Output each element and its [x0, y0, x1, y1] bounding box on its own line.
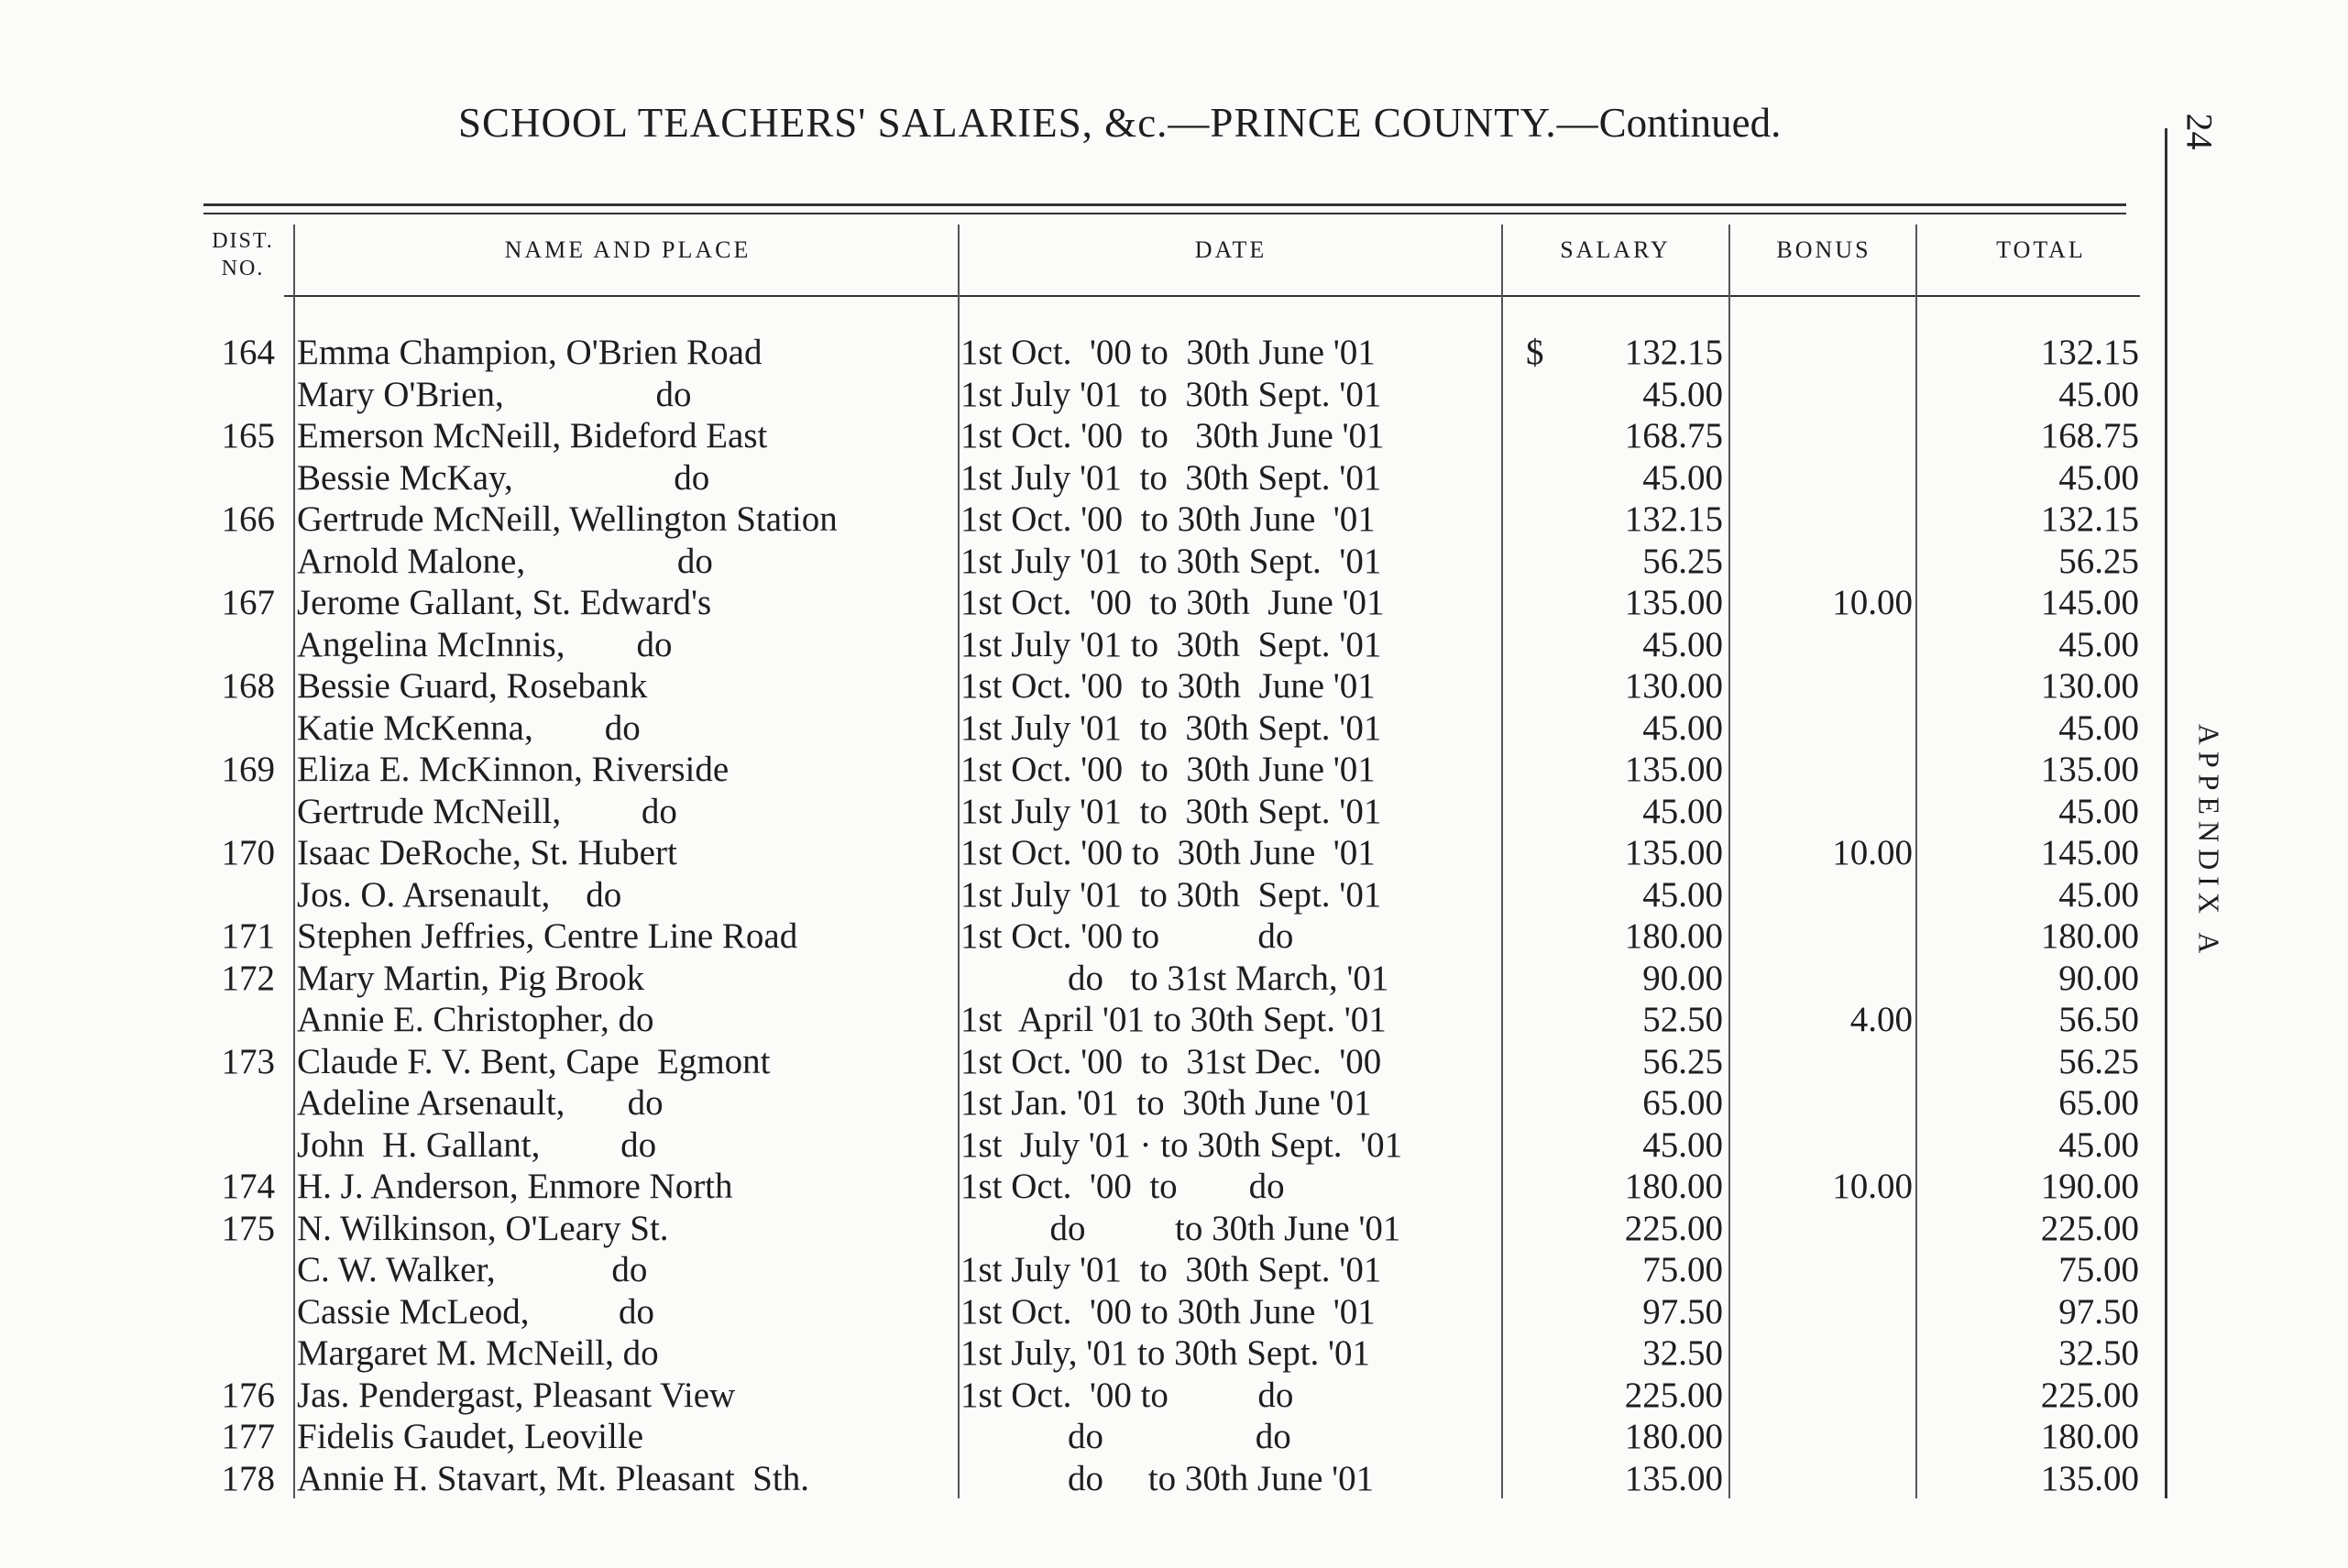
- cell-date: do do: [960, 1417, 1291, 1456]
- cell-total: 56.50: [2058, 1000, 2139, 1039]
- cell-salary: 180.00: [1624, 1417, 1723, 1456]
- header-date: DATE: [1194, 236, 1267, 263]
- cell-name: Adeline Arsenault, do: [297, 1083, 664, 1123]
- table-row: [0, 499, 2348, 541]
- header-name-and-place: NAME AND PLACE: [504, 236, 752, 263]
- cell-name: Jos. O. Arsenault, do: [297, 874, 622, 915]
- cell-name: C. W. Walker, do: [297, 1250, 648, 1289]
- cell-name: Annie E. Christopher, do: [297, 1000, 654, 1039]
- cell-salary: 180.00: [1624, 1167, 1723, 1206]
- cell-salary: 225.00: [1624, 1208, 1723, 1248]
- cell-salary: 135.00: [1624, 1458, 1723, 1498]
- cell-total: 45.00: [2058, 791, 2139, 831]
- cell-date: 1st Oct. '00 to 30th June '01: [960, 833, 1376, 872]
- cell-date: 1st Oct. '00 to 30th June '01: [960, 1291, 1376, 1332]
- cell-date: 1st July, '01 to 30th Sept. '01: [960, 1333, 1371, 1373]
- header-bonus: BONUS: [1776, 236, 1871, 263]
- cell-date: 1st July '01 to 30th Sept. '01: [960, 791, 1382, 831]
- cell-name: Angelina McInnis, do: [297, 624, 673, 664]
- cell-bonus: 4.00: [1849, 1000, 1913, 1039]
- cell-dist: 166: [221, 499, 275, 539]
- cell-total: 130.00: [2040, 666, 2139, 706]
- cell-date: 1st Oct. '00 to 30th June '01: [960, 666, 1376, 706]
- table-row: [0, 791, 2348, 833]
- cell-total: 225.00: [2040, 1208, 2139, 1248]
- table-row: [0, 707, 2348, 750]
- cell-date: 1st July '01 to 30th Sept. '01: [960, 624, 1382, 664]
- table-row: [0, 541, 2348, 583]
- table-row: [0, 1041, 2348, 1083]
- cell-name: Gertrude McNeill, do: [297, 791, 677, 831]
- cell-total: 65.00: [2058, 1083, 2139, 1123]
- cell-total: 45.00: [2058, 707, 2139, 748]
- cell-name: Emma Champion, O'Brien Road: [297, 333, 763, 372]
- cell-dist: 171: [221, 916, 275, 956]
- cell-total: 145.00: [2040, 833, 2139, 872]
- cell-salary: 135.00: [1624, 583, 1723, 622]
- table-row: [0, 374, 2348, 416]
- cell-date: 1st Oct. '00 to do: [960, 916, 1294, 956]
- cell-dist: 173: [221, 1041, 275, 1081]
- cell-total: 75.00: [2058, 1250, 2139, 1289]
- cell-salary: 132.15: [1624, 499, 1723, 539]
- cell-name: Mary Martin, Pig Brook: [297, 958, 645, 998]
- table-row: [0, 332, 2348, 374]
- cell-total: 225.00: [2040, 1375, 2139, 1415]
- cell-dist: 176: [221, 1375, 275, 1415]
- cell-salary: 65.00: [1642, 1083, 1723, 1123]
- cell-date: 1st Oct. '00 to 30th June '01: [960, 750, 1376, 789]
- cell-total: 135.00: [2040, 1458, 2139, 1498]
- cell-total: 45.00: [2058, 1124, 2139, 1165]
- table-row: [0, 999, 2348, 1041]
- cell-total: 180.00: [2040, 1417, 2139, 1456]
- table-row: [0, 874, 2348, 916]
- table-row: [0, 1291, 2348, 1333]
- cell-salary: 56.25: [1642, 541, 1723, 581]
- cell-bonus: 10.00: [1832, 833, 1913, 872]
- cell-dist: 169: [221, 750, 275, 789]
- cell-salary: 90.00: [1642, 958, 1723, 998]
- cell-salary: 56.25: [1642, 1041, 1723, 1081]
- cell-salary: 45.00: [1642, 791, 1723, 831]
- cell-total: 132.15: [2040, 499, 2139, 539]
- cell-salary: 135.00: [1624, 833, 1723, 872]
- page-title-main: SCHOOL TEACHERS' SALARIES, &c.—PRINCE COUNTY.—: [458, 100, 1599, 146]
- cell-total: 97.50: [2058, 1291, 2139, 1332]
- cell-name: Isaac DeRoche, St. Hubert: [297, 833, 677, 872]
- cell-date: 1st Oct. '00 to 31st Dec. '00: [960, 1041, 1382, 1081]
- cell-date: 1st Oct. '00 to 30th June '01: [960, 333, 1376, 372]
- cell-name: Bessie McKay, do: [297, 457, 710, 498]
- table-row: [0, 1082, 2348, 1124]
- salary-table-body: [0, 332, 2348, 1499]
- header-dist-no: DIST. NO.: [212, 229, 274, 280]
- cell-total: 45.00: [2058, 624, 2139, 664]
- cell-date: 1st July '01 to 30th Sept. '01: [960, 374, 1382, 414]
- cell-date: do to 31st March, '01: [960, 958, 1389, 998]
- cell-dist: 178: [221, 1458, 275, 1498]
- cell-date: do to 30th June '01: [960, 1208, 1401, 1248]
- table-row: [0, 916, 2348, 958]
- appendix-label: APPENDIX A: [2192, 723, 2226, 960]
- header-total: TOTAL: [1996, 236, 2086, 263]
- cell-salary: 97.50: [1642, 1291, 1723, 1332]
- cell-dist: 168: [221, 666, 275, 706]
- cell-name: Stephen Jeffries, Centre Line Road: [297, 916, 798, 956]
- cell-name: Katie McKenna, do: [297, 707, 641, 748]
- cell-total: 132.15: [2040, 333, 2139, 372]
- page-title-continued: Continued.: [1598, 100, 1782, 146]
- cell-total: 56.25: [2058, 1041, 2139, 1081]
- header-bottom-rule: [284, 295, 2140, 297]
- cell-name: Annie H. Stavart, Mt. Pleasant Sth.: [297, 1458, 809, 1498]
- cell-name: Bessie Guard, Rosebank: [297, 666, 648, 706]
- cell-name: Jas. Pendergast, Pleasant View: [297, 1375, 736, 1415]
- cell-total: 45.00: [2058, 874, 2139, 915]
- cell-name: John H. Gallant, do: [297, 1124, 657, 1165]
- cell-total: 145.00: [2040, 583, 2139, 622]
- cell-total: 32.50: [2058, 1333, 2139, 1373]
- cell-name: Emerson McNeill, Bideford East: [297, 416, 768, 455]
- cell-total: 90.00: [2058, 958, 2139, 998]
- cell-name: Margaret M. McNeill, do: [297, 1333, 659, 1373]
- cell-dist: 165: [221, 416, 275, 455]
- table-row: [0, 1166, 2348, 1208]
- cell-name: Jerome Gallant, St. Edward's: [297, 583, 712, 622]
- table-row: [0, 457, 2348, 499]
- table-row: [0, 1208, 2348, 1250]
- table-row: [0, 1416, 2348, 1458]
- cell-name: Fidelis Gaudet, Leoville: [297, 1417, 644, 1456]
- cell-name: Claude F. V. Bent, Cape Egmont: [297, 1041, 771, 1081]
- cell-date: 1st Jan. '01 to 30th June '01: [960, 1083, 1372, 1123]
- currency-symbol: $: [1526, 333, 1544, 372]
- page-number: 24: [2178, 113, 2221, 150]
- table-row: [0, 665, 2348, 707]
- cell-dist: 170: [221, 833, 275, 872]
- cell-dist: 177: [221, 1417, 275, 1456]
- table-row: [0, 582, 2348, 624]
- cell-salary: 75.00: [1642, 1250, 1723, 1289]
- cell-salary: 45.00: [1642, 624, 1723, 664]
- cell-date: 1st July '01 to 30th Sept. '01: [960, 707, 1382, 748]
- cell-salary: 130.00: [1624, 666, 1723, 706]
- cell-date: 1st July '01 to 30th Sept. '01: [960, 457, 1382, 498]
- cell-date: 1st Oct. '00 to 30th June '01: [960, 416, 1385, 455]
- table-row: [0, 624, 2348, 666]
- table-row: [0, 958, 2348, 1000]
- cell-salary: 45.00: [1642, 874, 1723, 915]
- cell-date: do to 30th June '01: [960, 1458, 1375, 1498]
- cell-name: N. Wilkinson, O'Leary St.: [297, 1208, 669, 1248]
- cell-salary: 45.00: [1642, 1124, 1723, 1165]
- cell-salary: 168.75: [1624, 416, 1723, 455]
- table-row: [0, 1124, 2348, 1167]
- cell-total: 45.00: [2058, 374, 2139, 414]
- cell-date: 1st Oct. '00 to do: [960, 1375, 1294, 1415]
- cell-dist: 164: [221, 333, 275, 372]
- cell-salary: 180.00: [1624, 916, 1723, 956]
- cell-date: 1st Oct. '00 to 30th June '01: [960, 583, 1385, 622]
- table-row: [0, 1249, 2348, 1291]
- cell-date: 1st July '01 · to 30th Sept. '01: [960, 1124, 1403, 1165]
- cell-date: 1st Oct. '00 to do: [960, 1167, 1285, 1206]
- cell-bonus: 10.00: [1832, 583, 1913, 622]
- cell-name: Cassie McLeod, do: [297, 1291, 654, 1332]
- cell-total: 135.00: [2040, 750, 2139, 789]
- top-rule-2: [203, 213, 2126, 214]
- table-row: [0, 1332, 2348, 1375]
- cell-date: 1st July '01 to 30th Sept. '01: [960, 541, 1382, 581]
- cell-name: Gertrude McNeill, Wellington Station: [297, 499, 838, 539]
- cell-bonus: 10.00: [1832, 1167, 1913, 1206]
- cell-total: 168.75: [2040, 416, 2139, 455]
- table-row: [0, 749, 2348, 791]
- cell-salary: 132.15: [1624, 333, 1723, 372]
- cell-date: 1st April '01 to 30th Sept. '01: [960, 1000, 1387, 1039]
- cell-total: 56.25: [2058, 541, 2139, 581]
- cell-date: 1st Oct. '00 to 30th June '01: [960, 499, 1376, 539]
- cell-salary: 32.50: [1642, 1333, 1723, 1373]
- table-row: [0, 415, 2348, 457]
- table-row: [0, 1375, 2348, 1417]
- cell-salary: 45.00: [1642, 457, 1723, 498]
- top-rule-1: [203, 203, 2126, 206]
- cell-date: 1st July '01 to 30th Sept. '01: [960, 1250, 1382, 1289]
- cell-salary: 45.00: [1642, 707, 1723, 748]
- cell-date: 1st July '01 to 30th Sept. '01: [960, 874, 1382, 915]
- page-title: [458, 99, 1897, 147]
- cell-salary: 225.00: [1624, 1375, 1723, 1415]
- cell-salary: 45.00: [1642, 374, 1723, 414]
- table-row: [0, 1458, 2348, 1500]
- cell-name: H. J. Anderson, Enmore North: [297, 1167, 733, 1206]
- cell-total: 45.00: [2058, 457, 2139, 498]
- cell-dist: 172: [221, 958, 275, 998]
- cell-name: Mary O'Brien, do: [297, 374, 692, 414]
- cell-name: Arnold Malone, do: [297, 541, 713, 581]
- cell-total: 180.00: [2040, 916, 2139, 956]
- cell-name: Eliza E. McKinnon, Riverside: [297, 750, 730, 789]
- cell-dist: 167: [221, 583, 275, 622]
- cell-dist: 175: [221, 1208, 275, 1248]
- table-row: [0, 832, 2348, 874]
- cell-total: 190.00: [2040, 1167, 2139, 1206]
- cell-dist: 174: [221, 1167, 275, 1206]
- cell-salary: 135.00: [1624, 750, 1723, 789]
- cell-salary: 52.50: [1642, 1000, 1723, 1039]
- header-salary: SALARY: [1560, 236, 1671, 263]
